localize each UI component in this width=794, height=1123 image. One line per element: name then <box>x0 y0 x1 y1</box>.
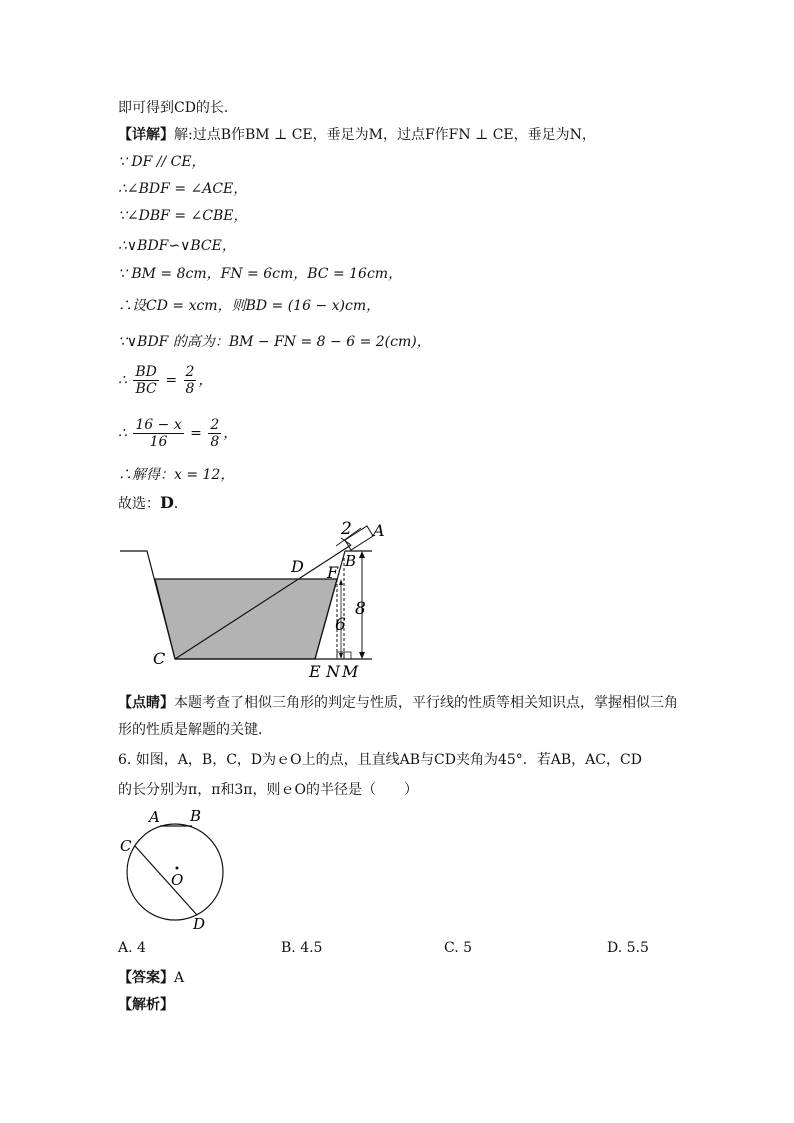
label-C: C <box>153 649 166 668</box>
text-line-3: ∵ DF // CE， <box>118 154 206 170</box>
dim-six-arrow-bottom <box>339 653 343 659</box>
fraction-denominator: 8 <box>185 381 195 397</box>
fraction-denominator: 8 <box>210 434 220 450</box>
answer-tag: 【答案】 <box>118 970 174 986</box>
fraction-denominator: 16 <box>149 434 168 450</box>
option-a-label: A. <box>118 940 133 956</box>
option-c-label: C. <box>444 940 459 956</box>
label-A: A <box>373 521 385 540</box>
fraction-numerator: BD <box>135 364 157 380</box>
answer-line <box>118 968 184 988</box>
label-circle-D: D <box>193 915 206 933</box>
analysis-line <box>118 995 174 1015</box>
label-E: E <box>309 662 321 681</box>
fraction-numerator: 2 <box>210 417 220 433</box>
option-c-value: 5 <box>463 940 473 956</box>
dim-eight-arrow-top <box>359 551 365 558</box>
dim-eight-label: 8 <box>355 599 366 619</box>
label-F: F <box>327 563 339 582</box>
dim-two-label: 2 <box>341 519 352 539</box>
text-line-10 <box>118 364 212 397</box>
question-6-line-2: 的长分别为π，π和3π，则ｅO的半径是（ ） <box>118 782 418 798</box>
text-line-11 <box>118 417 237 450</box>
option-b-label: B. <box>281 940 296 956</box>
label-circle-A: A <box>149 808 160 826</box>
figure-pool-diagram <box>115 518 395 683</box>
option-d-label: D. <box>607 940 623 956</box>
option-a-value: 4 <box>137 940 146 956</box>
text-line-12: ∴解得：x = 12， <box>118 467 235 483</box>
water-region <box>155 579 337 659</box>
comma: ， <box>198 372 213 389</box>
equals-sign: = <box>190 425 202 442</box>
comma: ， <box>223 425 238 442</box>
choice-prefix: 故选： <box>118 496 160 512</box>
answer-value: A <box>174 970 185 986</box>
text-line-5: ∵∠DBF = ∠CBE， <box>118 208 248 224</box>
dim-six-label: 6 <box>335 615 346 635</box>
text-line-dianjing-1 <box>118 693 678 713</box>
fraction-bd-bc <box>133 364 159 397</box>
text-line-7: ∵ BM = 8cm，FN = 6cm，BC = 16cm， <box>118 266 403 282</box>
text-line-4: ∴∠BDF = ∠ACE， <box>118 181 248 197</box>
label-N: N <box>326 662 340 681</box>
text-line-9: ∵∨BDF 的高为：BM − FN = 8 − 6 = 2(cm)， <box>118 334 431 350</box>
text-line-dianjing-2: 形的性质是解题的关键． <box>118 722 272 738</box>
text-line-13 <box>118 493 188 514</box>
right-angle-m <box>344 652 351 659</box>
center-point <box>176 867 179 870</box>
dim-eight-arrow-bottom <box>359 652 365 659</box>
detail-text: 解:过点B作BM ⊥ CE，垂足为M，过点F作FN ⊥ CE，垂足为N， <box>174 127 596 143</box>
label-M: M <box>342 662 359 681</box>
period: ． <box>173 496 188 512</box>
dianjing-tag: 【点睛】 <box>118 695 174 711</box>
therefore-symbol: ∴ <box>118 372 127 389</box>
option-d-value: 5.5 <box>626 940 649 956</box>
option-b <box>281 940 322 956</box>
option-c <box>444 940 472 956</box>
equals-sign: = <box>165 372 178 389</box>
text-line-6: ∴∨BDF∽∨BCE， <box>118 238 236 254</box>
dianjing-text-1: 本题考查了相似三角形的判定与性质，平行线的性质等相关知识点，掌握相似三角 <box>174 695 678 711</box>
detail-tag: 【详解】 <box>118 127 174 143</box>
option-b-value: 4.5 <box>300 940 323 956</box>
fraction-denominator: BC <box>135 381 157 397</box>
option-a <box>118 940 146 956</box>
choice-answer: D <box>160 493 174 512</box>
dim-six-arrow-top <box>339 579 343 585</box>
label-circle-B: B <box>190 807 202 825</box>
fraction-numerator: 16 − x <box>135 417 182 433</box>
fraction-2-8 <box>208 417 221 450</box>
chord-cd <box>135 846 197 915</box>
label-D: D <box>291 557 304 576</box>
therefore-symbol: ∴ <box>118 425 127 442</box>
label-circle-C: C <box>120 837 132 855</box>
label-circle-O: O <box>171 871 184 889</box>
fraction-16-x-16 <box>133 417 183 450</box>
fraction-numerator: 2 <box>185 364 195 380</box>
option-d <box>607 940 649 956</box>
label-B: B <box>345 552 357 570</box>
question-6-line-1: 6. 如图，A，B，C，D为ｅO上的点，且直线AB与CD夹角为45°．若AB，AC，CD <box>118 752 642 768</box>
analysis-tag: 【解析】 <box>118 997 174 1013</box>
text-line-1: 即可得到CD的长． <box>118 100 238 116</box>
text-line-8: ∴设CD = xcm，则BD = (16 − x)cm， <box>118 298 381 314</box>
figure-circle-diagram <box>115 805 235 935</box>
text-line-2 <box>118 125 596 145</box>
fraction-2-8 <box>184 364 197 397</box>
